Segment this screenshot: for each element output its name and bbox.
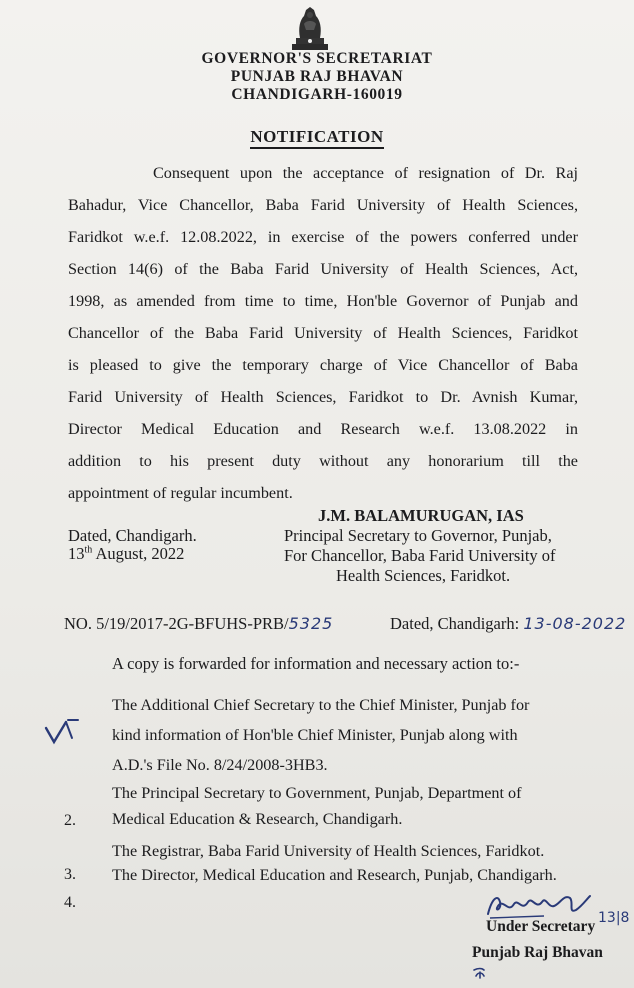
- recipient-number: 2.: [64, 812, 76, 829]
- handwritten-initial-icon: [472, 966, 488, 980]
- closing-office: Punjab Raj Bhavan: [472, 944, 603, 961]
- recipient-line: The Registrar, Baba Farid University of Health Sciences, Faridkot.: [112, 842, 545, 860]
- recipient-line: Medical Education & Research, Chandigarh.: [112, 810, 403, 828]
- header-raj-bhavan: PUNJAB RAJ BHAVAN: [230, 68, 404, 85]
- notification-title: NOTIFICATION: [0, 127, 634, 147]
- recipient-line: The Director, Medical Education and Research, Punjab, Chandigarh.: [112, 866, 557, 884]
- signatory-name: J.M. BALAMURUGAN, IAS: [318, 506, 524, 525]
- body-line: 1998, as amended from time to time, Hon'ble Governor of Punjab and: [68, 292, 578, 310]
- copy-forwarded-intro: A copy is forwarded for information and necessary action to:-: [112, 654, 520, 673]
- recipient-number: 4.: [64, 894, 76, 911]
- header-city: CHANDIGARH-160019: [231, 86, 403, 103]
- body-line: Director Medical Education and Research w.e.f. 13.08.2022 in: [68, 420, 578, 438]
- body-line: Section 14(6) of the Baba Farid University of Health Sciences, Act,: [68, 260, 578, 278]
- reference-date: Dated, Chandigarh: 13-08-2022: [390, 614, 627, 633]
- dated-date: 13th August, 2022: [68, 544, 185, 563]
- body-line: Consequent upon the acceptance of resignation of Dr. Raj: [153, 164, 578, 182]
- closing-designation: Under Secretary: [486, 918, 596, 935]
- body-line: Faridkot w.e.f. 12.08.2022, in exercise of the powers conferred under: [68, 228, 578, 246]
- body-line: addition to his present duty without any honorarium till the: [68, 452, 578, 470]
- body-line: Bahadur, Vice Chancellor, Baba Farid University of Health Sciences,: [68, 196, 578, 214]
- body-line: is pleased to give the temporary charge of Vice Chancellor of Baba: [68, 356, 578, 374]
- body-line: Farid University of Health Sciences, Faridkot to Dr. Avnish Kumar,: [68, 388, 578, 406]
- national-emblem-icon: [288, 4, 332, 54]
- recipient-line: The Principal Secretary to Government, Punjab, Department of: [112, 784, 522, 802]
- reference-number: NO. 5/19/2017-2G-BFUHS-PRB/5325: [64, 614, 334, 633]
- signatory-designation: Principal Secretary to Governor, Punjab,: [284, 526, 552, 545]
- recipient-line: A.D.'s File No. 8/24/2008-3HB3.: [112, 756, 328, 774]
- body-line: Chancellor of the Baba Farid University of Health Sciences, Faridkot: [68, 324, 578, 342]
- header-secretariat: GOVERNOR'S SECRETARIAT: [201, 50, 433, 67]
- recipient-number: 3.: [64, 866, 76, 883]
- recipient-line: The Additional Chief Secretary to the Chief Minister, Punjab for: [112, 696, 530, 714]
- closing-handwritten-date: 13|8: [598, 910, 630, 926]
- signatory-designation: Health Sciences, Faridkot.: [336, 566, 511, 585]
- handwritten-tick-icon: [44, 716, 84, 746]
- dated-place: Dated, Chandigarh.: [68, 526, 197, 545]
- body-line: appointment of regular incumbent.: [68, 484, 293, 502]
- signatory-designation: For Chancellor, Baba Farid University of: [284, 546, 556, 565]
- recipient-line: kind information of Hon'ble Chief Minister, Punjab along with: [112, 726, 518, 744]
